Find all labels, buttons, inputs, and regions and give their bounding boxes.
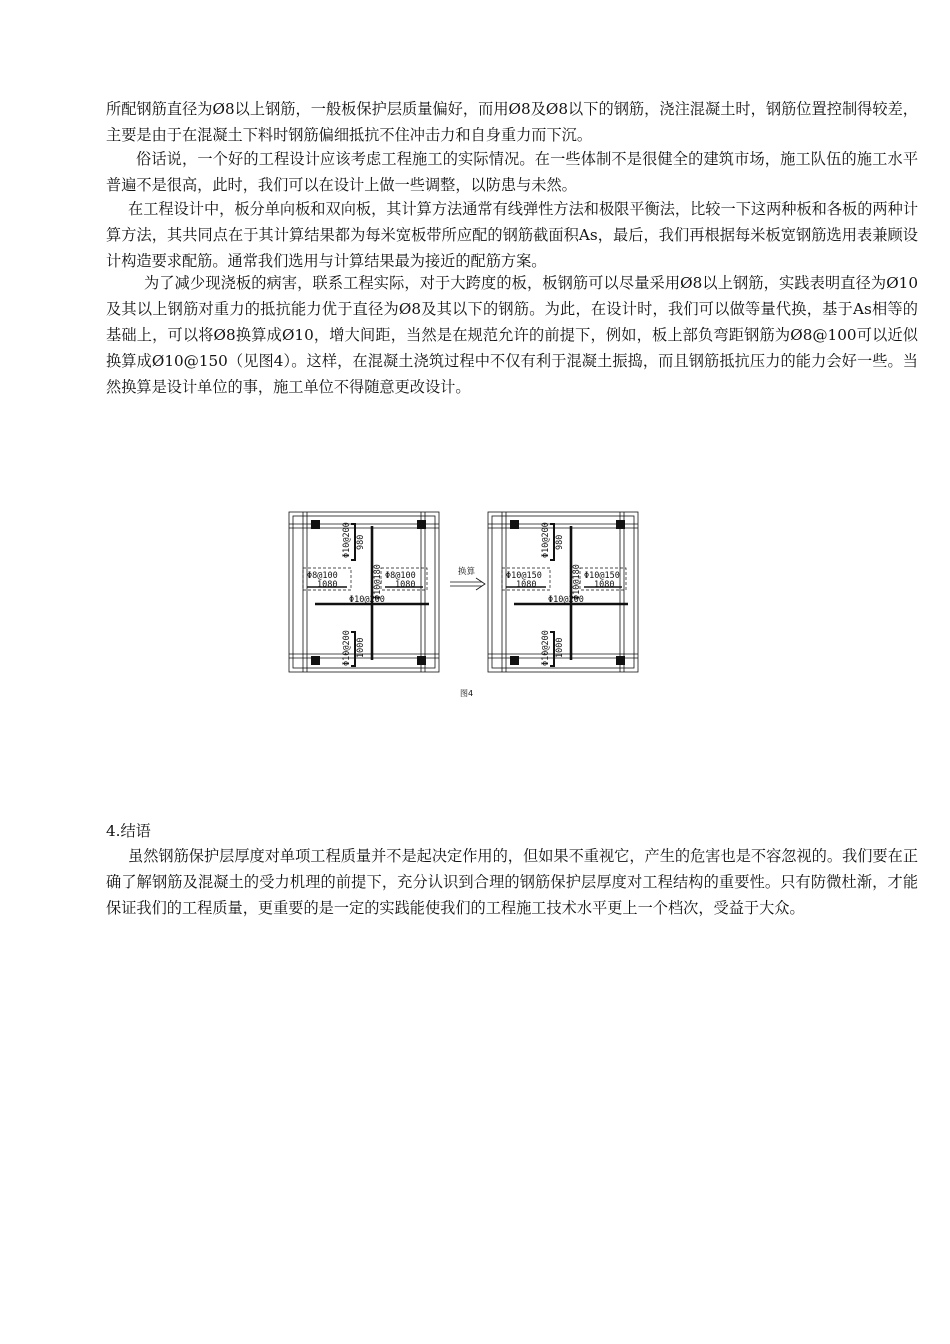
- paragraph-3: 在工程设计中，板分单向板和双向板，其计算方法通常有线弹性方法和极限平衡法，比较一下这两种板和各板的两种计算方法，其共同点在于其计算结果都为每米宽板带所应配的钢筋截面积As，最后，我们再根据每米板宽钢筋选用表兼顾设计构造要求配筋。通常我们选用与计算结果最为接近的配筋方案。: [106, 200, 918, 270]
- center-horizontal-rebar-label: Φ10@200: [349, 595, 385, 605]
- bottom-vertical-rebar-label: Φ10@200: [541, 630, 551, 666]
- center-vertical-rebar-label: Φ10@180: [572, 564, 582, 600]
- left-length-label: 1080: [516, 580, 537, 590]
- paragraph-5: 虽然钢筋保护层厚度对单项工程质量并不是起决定作用的，但如果不重视它，产生的危害也是不容忽视的。我们要在正确了解钢筋及混凝土的受力机理的前提下，充分认识到合理的钢筋保护层厚度对工程结构的重要性。只有防微杜渐，才能保证我们的工程质量，更重要的是一定的实践能使我们的工程施工技术水平更上一个档次，受益于大众。: [106, 847, 918, 917]
- figure-caption: 图4: [460, 689, 474, 698]
- left-rebar-label: Φ10@150: [506, 571, 542, 581]
- top-vertical-length-label: 980: [555, 534, 565, 550]
- left-length-label: 1080: [317, 580, 338, 590]
- column-block: [417, 656, 426, 665]
- right-rebar-label: Φ8@100: [385, 571, 416, 581]
- paragraph-2: 俗话说，一个好的工程设计应该考虑工程施工的实际情况。在一些体制不是很健全的建筑市场，施工队伍的施工水平普遍不是很高，此时，我们可以在设计上做一些调整，以防患与未然。: [106, 150, 918, 194]
- right-length-label: 1080: [594, 580, 615, 590]
- column-block: [311, 656, 320, 665]
- right-slab-panel: [488, 512, 638, 672]
- center-horizontal-rebar-label: Φ10@200: [548, 595, 584, 605]
- conversion-arrow: [450, 566, 485, 590]
- section-heading: 4.结语: [106, 822, 151, 840]
- column-block: [311, 520, 320, 529]
- left-rebar-label: Φ8@100: [307, 571, 338, 581]
- right-rebar-label: Φ10@150: [584, 571, 620, 581]
- bottom-vertical-rebar-label: Φ10@200: [342, 630, 352, 666]
- center-vertical-rebar-label: Φ10@180: [373, 564, 383, 600]
- paragraph-1: 所配钢筋直径为Ø8以上钢筋，一般板保护层质量偏好，而用Ø8及Ø8以下的钢筋，浇注混凝土时，钢筋位置控制得较差，主要是由于在混凝土下料时钢筋偏细抵抗不住冲击力和自身重力而下沉。: [106, 100, 918, 144]
- figure-4-rebar-diagram: [286, 510, 656, 710]
- column-block: [417, 520, 426, 529]
- bottom-vertical-length-label: 1000: [555, 637, 565, 658]
- column-block: [510, 520, 519, 529]
- column-block: [510, 656, 519, 665]
- top-vertical-length-label: 980: [356, 534, 366, 550]
- column-block: [616, 656, 625, 665]
- left-slab-panel: [289, 512, 439, 672]
- top-vertical-rebar-label: Φ10@200: [541, 522, 551, 558]
- right-length-label: 1080: [395, 580, 416, 590]
- top-vertical-rebar-label: Φ10@200: [342, 522, 352, 558]
- bottom-vertical-length-label: 1000: [356, 637, 366, 658]
- arrow-label: 换算: [458, 567, 476, 577]
- paragraph-4: 为了减少现浇板的病害，联系工程实际，对于大跨度的板，板钢筋可以尽量采用Ø8以上钢筋，实践表明直径为Ø10及其以上钢筋对重力的抵抗能力优于直径为Ø8及其以下的钢筋。为此，在设计时，我们可以做等量代换，基于As相等的基础上，可以将Ø8换算成Ø10，增大间距，当然是在规范允许的前提下，例如，板上部负弯距钢筋为Ø8@100可以近似换算成Ø10@150（见图4）。这样，在混凝土浇筑过程中不仅有利于混凝土振捣，而且钢筋抵抗压力的能力会好一些。当然换算是设计单位的事，施工单位不得随意更改设计。: [106, 274, 918, 396]
- column-block: [616, 520, 625, 529]
